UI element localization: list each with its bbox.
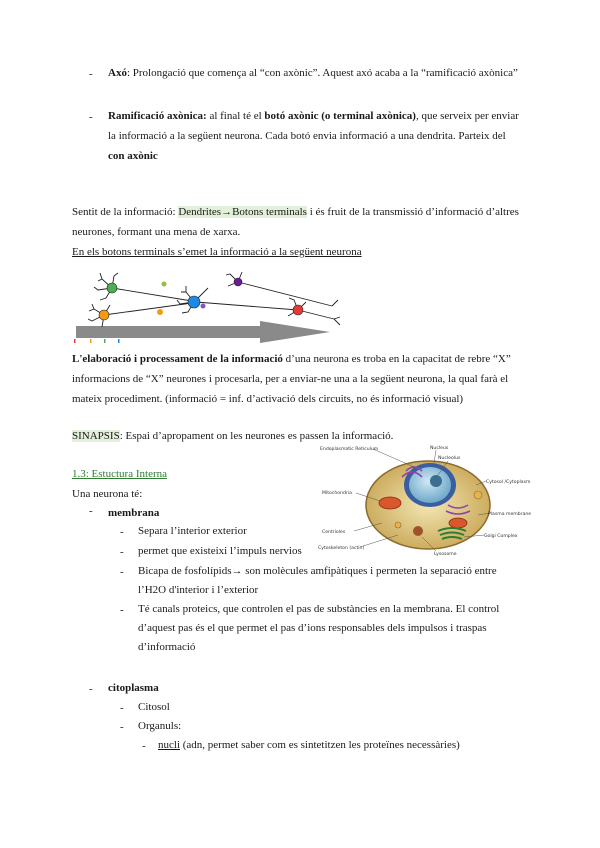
label-golgi: Golgi Complex <box>484 534 518 539</box>
structure-intro: Una neurona té: <box>72 488 143 500</box>
label-nucleus: Nucleus <box>430 446 449 451</box>
signal-dot-lightgreen <box>162 282 167 287</box>
label-nucleolus: Nucleolus <box>438 456 461 461</box>
ramificacio-line2: la informació a la següent neurona. Cada botó envia informació a una dendrita. Parteix del <box>108 130 506 142</box>
mitochondrion <box>379 497 401 509</box>
membrana-item-cont: d’informació <box>138 641 196 653</box>
label-lysosome: Lysosome <box>434 552 457 557</box>
citosol-item: Citosol <box>138 701 170 713</box>
vesicle <box>474 491 482 499</box>
sinapsis-text: : Espai d’apropament on les neurones es passen la informació. <box>119 430 394 442</box>
information-direction-arrow <box>76 321 330 343</box>
axo-text: : Prolongació que comença al “con axònic”. Aquest axó acaba a la “ramificació axònica” <box>126 67 518 79</box>
axo-term: Axó <box>108 67 127 79</box>
neuron-body-red <box>293 305 303 315</box>
label-mitochondria: Mitochondria <box>322 491 352 496</box>
axo-paragraph <box>108 63 518 83</box>
membrana-title-wrap <box>108 503 159 523</box>
sentit-suffix: i és fruit de la transmissió d’informació d’altres <box>306 206 519 218</box>
neuron-body-orange <box>99 310 109 320</box>
bullet-dash: - <box>142 740 146 752</box>
section-heading[interactable]: 1.3: Estuctura Interna <box>72 468 167 480</box>
tick-red <box>74 339 76 343</box>
sentit-underlined: En els botons terminals s’emet la informació a la següent neurona <box>72 246 362 258</box>
organuls-item: Organuls: <box>138 720 182 732</box>
nucleolus-spot <box>430 475 442 487</box>
membrana-item: Té canals proteics, que controlen el pas de substàncies en la membrana. El control <box>138 603 500 615</box>
nucli-text: (adn, permet saber com es sintetitzen les proteïnes necessàries) <box>180 739 460 751</box>
animal-cell-illustration <box>318 445 536 557</box>
bullet-dash: - <box>89 505 93 517</box>
ramificacio-line3-wrap <box>108 146 158 166</box>
ramificacio-line3: con axònic <box>108 150 158 162</box>
signal-dot-violet <box>201 304 206 309</box>
bullet-dash: - <box>89 68 93 80</box>
label-centrioles: Centrioles <box>322 530 346 535</box>
bullet-dash: - <box>89 111 93 123</box>
sentit-line2: neurones, formant una mena de xarxa. <box>72 226 241 238</box>
neuron-body-purple <box>234 278 242 286</box>
sinapsis-term: SINAPSIS <box>72 430 120 442</box>
boto-axonic-term: botó axònic (o terminal axònica) <box>264 110 416 122</box>
elaboracio-line1-rest: d’una neurona es troba en la capacitat de rebre “X” <box>282 353 511 365</box>
bullet-dash: - <box>120 604 124 616</box>
label-cytoskeleton: Cytoskeleton (actin) <box>318 546 365 551</box>
citoplasma-title: citoplasma <box>108 682 159 694</box>
citoplasma-title-wrap <box>108 678 159 698</box>
ramificacio-text-a: al final té el <box>206 110 265 122</box>
ramificacio-text-b: , que serveix per enviar <box>415 110 519 122</box>
label-plasma-membrane: Plasma membrane <box>488 512 532 517</box>
mitochondrion <box>449 518 467 528</box>
elaboracio-paragraph <box>72 349 511 369</box>
tick-blue <box>118 339 120 343</box>
tick-orange <box>90 339 92 343</box>
sinapsis-paragraph <box>72 426 393 446</box>
tick-green <box>104 339 106 343</box>
sentit-highlight: Dendrites→Botons terminals <box>178 206 307 218</box>
bullet-dash: - <box>120 721 124 733</box>
nucli-term: nucli <box>158 739 180 751</box>
membrana-title: membrana <box>108 507 160 519</box>
elaboracio-line2: informacions de “X” neurones i procesarla, per a enviar-ne una a la següent neurona, la qual farà el <box>72 373 509 385</box>
neuron-body-blue <box>188 296 200 308</box>
bullet-dash: - <box>89 683 93 695</box>
bullet-dash: - <box>120 566 124 578</box>
nucli-item <box>158 735 460 755</box>
lysosome <box>413 526 423 536</box>
label-er: Endoplasmatic Reticulum <box>320 447 379 452</box>
signal-dot-orange <box>157 309 163 315</box>
membrana-item: Separa l’interior exterior <box>138 525 247 537</box>
label-cytoplasm: Cytosol /Cytoplasm <box>486 480 531 485</box>
membrana-item-cont: d’aquest pas és el que permet el pas d’ions responsables dels impulsos i traspas <box>138 622 487 634</box>
ramificacio-paragraph <box>108 106 519 126</box>
sentit-prefix: Sentit de la informació: <box>72 206 179 218</box>
vesicle <box>395 522 401 528</box>
bullet-dash: - <box>120 546 124 558</box>
membrana-item-cont: l’H2O d'interior i l’exterior <box>138 584 259 596</box>
bullet-dash: - <box>120 526 124 538</box>
membrana-item: Bicapa de fosfolípids→ son molècules amfipàtiques i permeten la separació entre <box>138 565 497 577</box>
neuron-chain-diagram <box>72 266 342 346</box>
elaboracio-term: L'elaboració i processament de la informació <box>72 353 283 365</box>
membrana-item: permet que existeixi l’impuls nervios <box>138 545 302 557</box>
sentit-paragraph <box>72 202 519 222</box>
ramificacio-term: Ramificació axònica: <box>108 110 207 122</box>
elaboracio-line3: mateix procediment. (informació = inf. d’activació dels circuits, no és informació visual) <box>72 393 464 405</box>
bullet-dash: - <box>120 702 124 714</box>
neuron-body-green <box>107 283 117 293</box>
